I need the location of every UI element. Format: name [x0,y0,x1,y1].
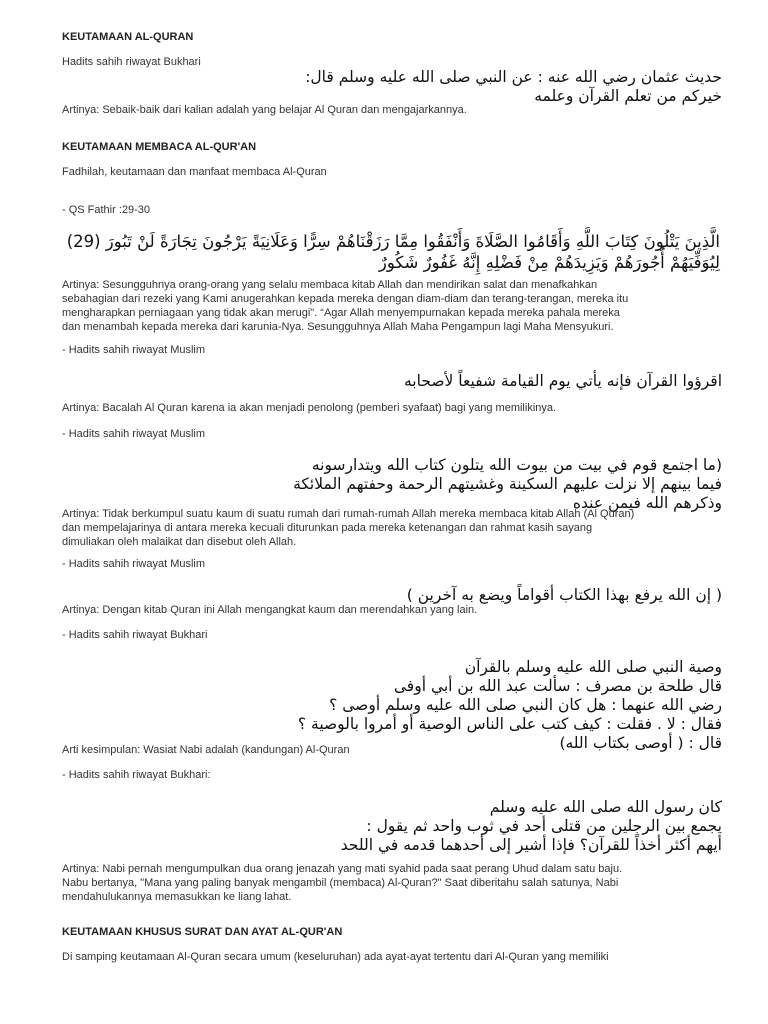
arabic-line: فيما بينهم إلا نزلت عليهم السكينة وغشيتهم الرحمة وحفتهم الملائكة [293,475,722,493]
translation-line: Artinya: Sesungguhnya orang-orang yang selalu membaca kitab Allah dan mendirikan salat dan menafkahkan [62,279,598,291]
translation-line: dan menambah kepada mereka dari karunia-Nya. Sesungguhnya Allah Maha Pengampun lagi Maha Mensyukuri. [62,321,614,333]
arabic-text [42,456,722,513]
arabic-line: لِيُوَفِّيَهُمْ أُجُورَهُمْ وَيَزِيدَهُمْ مِنْ فَضْلِهِ إِنَّهُ غَفُورٌ شَكُورٌ [378,253,720,272]
conclusion-text: Arti kesimpulan: Wasiat Nabi adalah (kandungan) Al-Quran [62,744,350,756]
hadith-source: - Hadits sahih riwayat Bukhari [62,629,208,641]
arabic-line: قال : ( أوصى بكتاب الله) [559,734,722,752]
arabic-text [42,372,722,391]
arabic-text [42,658,722,753]
arabic-line: فقال : لا . فقلت : كيف كتب على الناس الوصية أو أمروا بالوصية ؟ [297,715,722,733]
translation-line: Artinya: Tidak berkumpul suatu kaum di suatu rumah dari rumah-rumah Allah mereka membaca kitab Allah (Al Quran) [62,508,635,520]
arabic-verse [40,231,720,273]
section-heading-keutamaan-al-quran: KEUTAMAAN AL-QURAN [62,31,194,43]
arabic-line: اقرؤوا القرآن فإنه يأتي يوم القيامة شفيعاً لأصحابه [403,372,722,390]
hadith-source: - Hadits sahih riwayat Muslim [62,344,206,356]
arabic-line: (ما اجتمع قوم في بيت من بيوت الله يتلون كتاب الله ويتدارسونه [311,456,722,474]
arabic-line: رضي الله عنهما : هل كان النبي صلى الله عليه وسلم أوصى ؟ [329,696,722,714]
translation-text: Artinya: Bacalah Al Quran karena ia akan menjadi penolong (pemberi syafaat) bagi yang memilikinya. [62,402,557,414]
translation-line: Artinya: Nabi pernah mengumpulkan dua orang jenazah yang mati syahid pada saat perang Uhud dalam satu baju. [62,863,623,875]
section-intro: Fadhilah, keutamaan dan manfaat membaca Al-Quran [62,166,327,178]
translation-line: sebahagian dari rezeki yang Kami anugerahkan kepada mereka dengan diam-diam dan terang-terangan, mereka itu [62,293,629,305]
translation-line: mengharapkan perniagaan yang tidak akan merugi". “Agar Allah menyempurnakan kepada mereka pahala mereka [62,307,620,319]
translation-line: mendahulukannya memasukkan ke liang lahat. [62,891,292,903]
hadith-source: - Hadits sahih riwayat Bukhari: [62,769,211,781]
arabic-text [42,798,722,855]
arabic-line: كان رسول الله صلى الله عليه وسلم [489,798,722,816]
translation-text [62,862,722,904]
arabic-line: الَّذِينَ يَتْلُونَ كِتَابَ اللَّهِ وَأَقَامُوا الصَّلَاةَ وَأَنْفَقُوا مِمَّا رَزَقْنَاهُمْ سِرًّا وَعَلَانِيَةً يَرْجُونَ تِجَارَةً لَنْ تَبُورَ (29) [66,232,720,251]
quran-reference: - QS Fathir :29-30 [62,204,151,216]
section-heading-keutamaan-khusus: KEUTAMAAN KHUSUS SURAT DAN AYAT AL-QUR'AN [62,926,343,938]
arabic-line: وصية النبي صلى الله عليه وسلم بالقرآن [464,658,722,676]
hadith-source: Hadits sahih riwayat Bukhari [62,56,201,68]
arabic-line: خيركم من تعلم القرآن وعلمه [534,87,722,105]
translation-line: dan mempelajarinya di antara mereka kecuali diturunkan pada mereka ketenangan dan rahmat kasih sayang [62,522,593,534]
translation-text: Artinya: Dengan kitab Quran ini Allah mengangkat kaum dan merendahkan yang lain. [62,604,478,616]
arabic-line: قال طلحة بن مصرف : سألت عبد الله بن أبي أوفى [393,677,722,695]
arabic-line: وذكرهم الله فيمن عنده [572,494,722,512]
hadith-source: - Hadits sahih riwayat Muslim [62,428,206,440]
section-heading-keutamaan-membaca: KEUTAMAAN MEMBACA AL-QUR'AN [62,141,257,153]
arabic-line: ( إن الله يرفع بهذا الكتاب أقواماً ويضع به آخرين ) [406,586,722,604]
translation-text [62,278,722,334]
arabic-line: أيهم أكثر أخذاً للقرآن؟ فإذا أشير إلى أحدهما قدمه في اللحد [340,836,722,854]
translation-text [62,507,722,549]
arabic-text [42,68,722,106]
translation-line: dimuliakan oleh malaikat dan disebut oleh Allah. [62,536,297,548]
hadith-source: - Hadits sahih riwayat Muslim [62,558,206,570]
section-intro: Di samping keutamaan Al-Quran secara umum (keseluruhan) ada ayat-ayat tertentu dari Al-Quran yang memiliki [62,951,609,963]
arabic-line: حديث عثمان رضي الله عنه : عن النبي صلى الله عليه وسلم قال: [305,68,722,86]
translation-line: Nabu bertanya, "Mana yang paling banyak mengambil (membaca) Al-Quran?" Saat diberitahu salah satunya, Nabi [62,877,619,889]
arabic-line: يجمع بين الرجلين من قتلى أحد في ثوب واحد ثم يقول : [366,817,722,835]
translation-text: Artinya: Sebaik-baik dari kalian adalah yang belajar Al Quran dan mengajarkannya. [62,104,467,116]
